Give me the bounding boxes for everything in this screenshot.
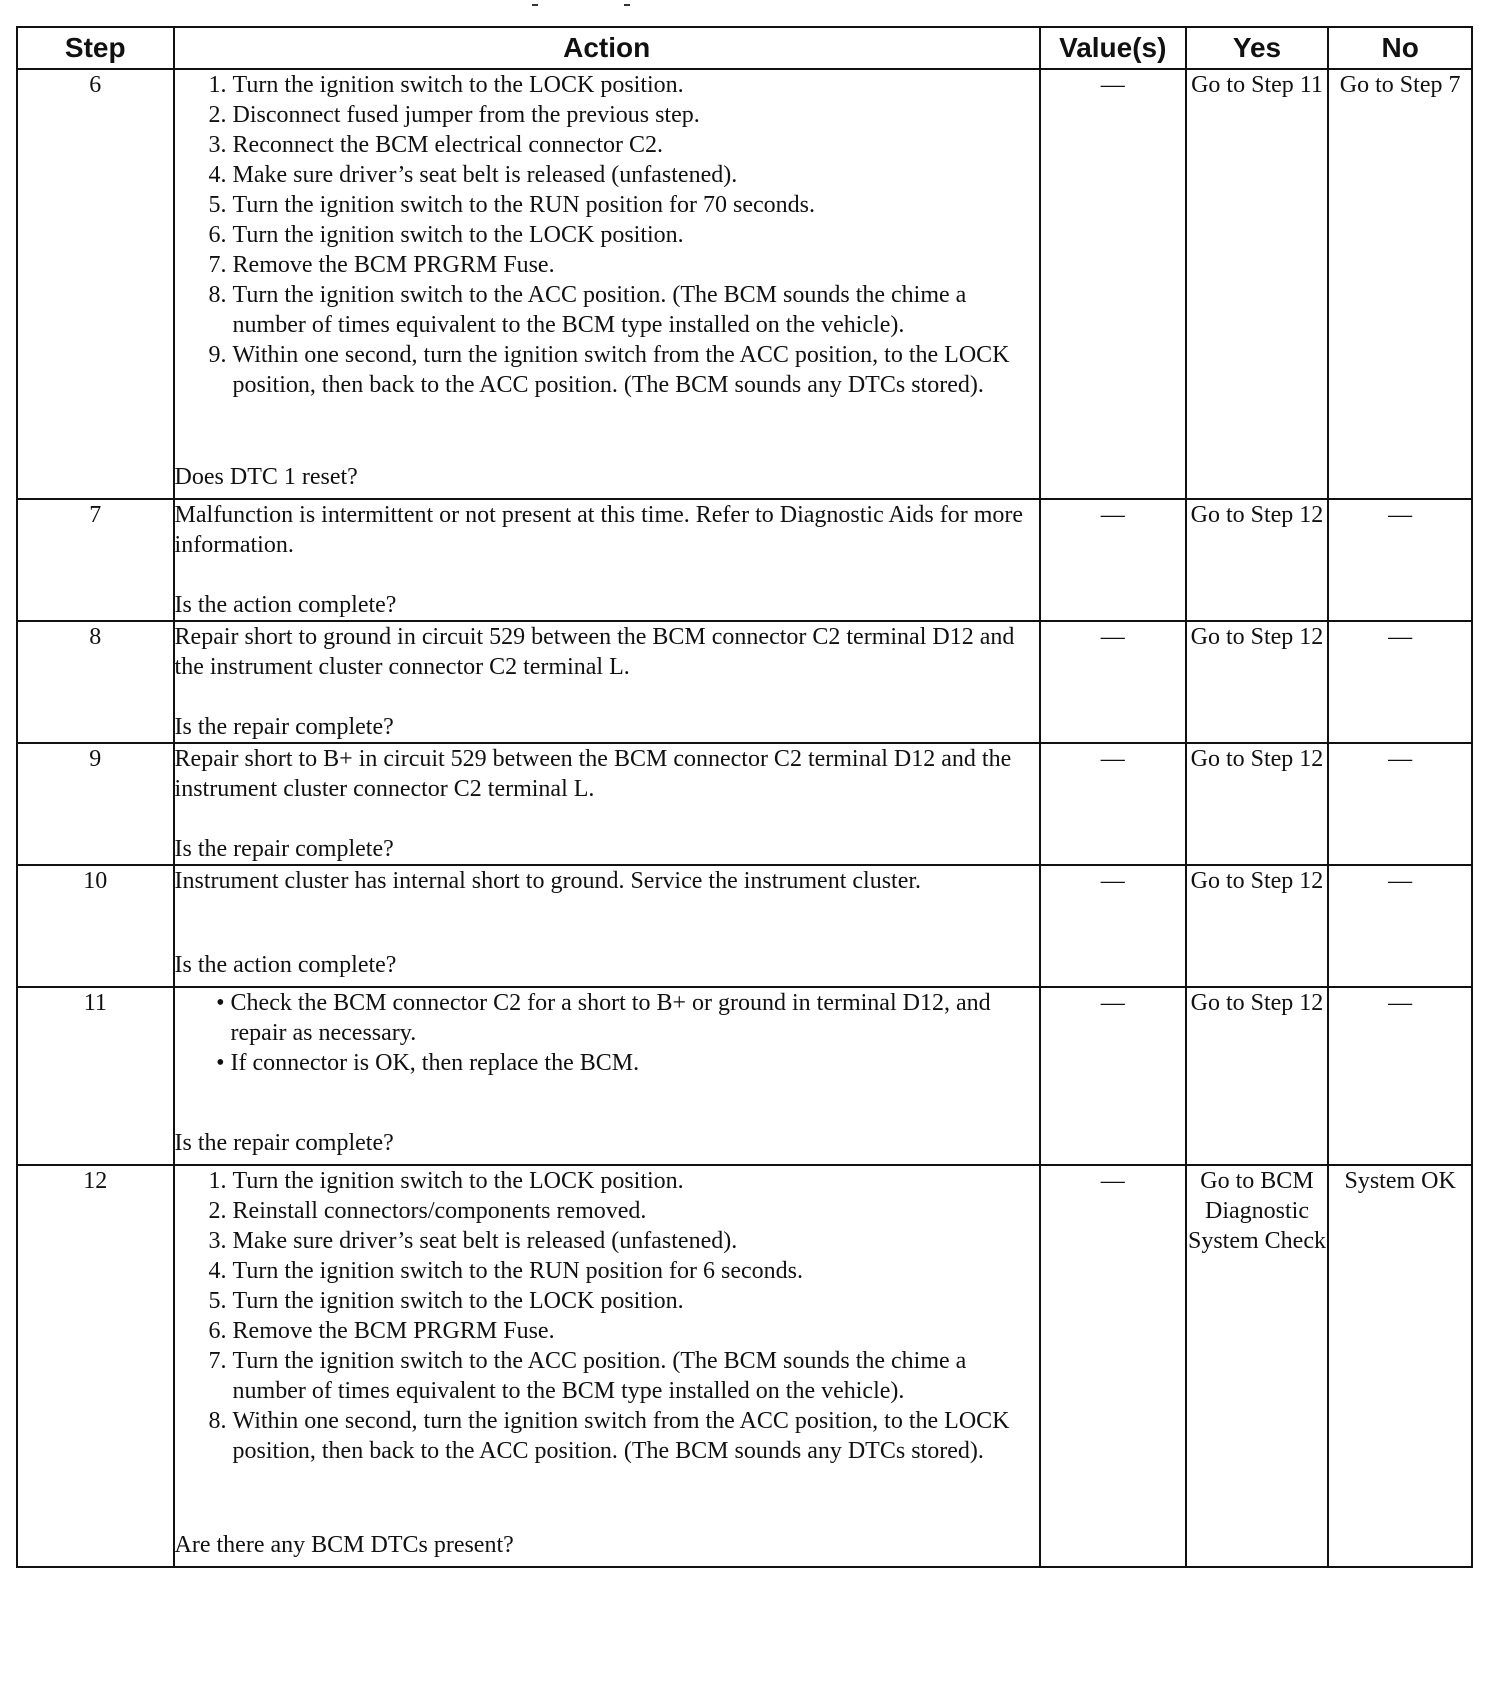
step-number: 12 bbox=[17, 1165, 174, 1567]
no-cell: — bbox=[1328, 987, 1472, 1165]
step-index: 8. bbox=[208, 282, 227, 308]
instruction-text: Reconnect the BCM electrical connector C2. bbox=[232, 132, 664, 158]
no-cell: — bbox=[1328, 499, 1472, 621]
action-cell bbox=[174, 865, 1040, 987]
question-text: Is the repair complete? bbox=[174, 836, 394, 862]
step-number: 11 bbox=[17, 987, 174, 1165]
numbered-step bbox=[175, 1256, 1039, 1286]
action-text: Repair short to ground in circuit 529 between the BCM connector C2 terminal D12 and the instrument cluster connector C2 terminal L. bbox=[174, 624, 1015, 680]
step-number: 7 bbox=[17, 499, 174, 621]
instruction-text: Remove the BCM PRGRM Fuse. bbox=[232, 252, 555, 278]
yes-cell: Go to Step 12 bbox=[1186, 499, 1329, 621]
numbered-step bbox=[175, 100, 1039, 130]
no-cell: System OK bbox=[1328, 1165, 1472, 1567]
instruction-text: Turn the ignition switch to the RUN position for 6 seconds. bbox=[232, 1258, 803, 1284]
step-index: 1. bbox=[208, 72, 227, 98]
instruction-text: Check the BCM connector C2 for a short to B+ or ground in terminal D12, and repair as necessary. bbox=[230, 990, 991, 1046]
instruction-text: Reinstall connectors/components removed. bbox=[232, 1198, 647, 1224]
table-row bbox=[17, 987, 1472, 1165]
action-text: Malfunction is intermittent or not present at this time. Refer to Diagnostic Aids for more information. bbox=[174, 502, 1024, 558]
spacer bbox=[175, 1466, 1039, 1530]
step-index: 7. bbox=[208, 1348, 227, 1374]
question-text: Is the action complete? bbox=[174, 952, 397, 978]
numbered-step bbox=[175, 130, 1039, 160]
value-cell: — bbox=[1040, 1165, 1186, 1567]
value-cell: — bbox=[1040, 743, 1186, 865]
spacer bbox=[175, 560, 1039, 590]
spacer bbox=[175, 804, 1039, 834]
step-index: 7. bbox=[208, 252, 227, 278]
numbered-step bbox=[175, 1316, 1039, 1346]
no-cell: — bbox=[1328, 865, 1472, 987]
step-index: 1. bbox=[208, 1168, 227, 1194]
numbered-step bbox=[175, 160, 1039, 190]
instruction-text: Make sure driver’s seat belt is released (unfastened). bbox=[232, 1228, 738, 1254]
table-row bbox=[17, 1165, 1472, 1567]
value-cell: — bbox=[1040, 987, 1186, 1165]
yes-cell: Go to Step 12 bbox=[1186, 865, 1329, 987]
step-index: 4. bbox=[208, 162, 227, 188]
diagnostic-table bbox=[16, 26, 1473, 1568]
instruction-text: Remove the BCM PRGRM Fuse. bbox=[232, 1318, 555, 1344]
bullet-marker: • bbox=[216, 990, 225, 1016]
question-text: Does DTC 1 reset? bbox=[174, 464, 358, 490]
numbered-step bbox=[175, 190, 1039, 220]
no-cell: Go to Step 7 bbox=[1328, 69, 1472, 499]
yes-cell: Go to Step 12 bbox=[1186, 621, 1329, 743]
action-text: Repair short to B+ in circuit 529 between the BCM connector C2 terminal D12 and the instrument cluster connector C2 terminal L. bbox=[174, 746, 1012, 802]
bullet-marker: • bbox=[216, 1050, 225, 1076]
header-action: Action bbox=[174, 27, 1040, 69]
step-number: 10 bbox=[17, 865, 174, 987]
no-cell: — bbox=[1328, 743, 1472, 865]
action-cell bbox=[174, 499, 1040, 621]
numbered-step bbox=[175, 1346, 1039, 1406]
numbered-step bbox=[175, 340, 1039, 400]
numbered-step bbox=[175, 1286, 1039, 1316]
numbered-step bbox=[175, 1196, 1039, 1226]
instruction-text: Turn the ignition switch to the LOCK position. bbox=[232, 222, 684, 248]
step-index: 3. bbox=[208, 132, 227, 158]
table-row bbox=[17, 69, 1472, 499]
instruction-text: Turn the ignition switch to the ACC position. (The BCM sounds the chime a number of times equivalent to the BCM type installed on the vehicle). bbox=[232, 282, 967, 338]
spacer bbox=[175, 1078, 1039, 1128]
action-cell bbox=[174, 1165, 1040, 1567]
step-number: 9 bbox=[17, 743, 174, 865]
header-no: No bbox=[1328, 27, 1472, 69]
step-number: 6 bbox=[17, 69, 174, 499]
step-index: 2. bbox=[208, 1198, 227, 1224]
spacer bbox=[175, 400, 1039, 462]
yes-cell: Go to Step 12 bbox=[1186, 987, 1329, 1165]
question-text: Is the repair complete? bbox=[174, 714, 394, 740]
step-number: 8 bbox=[17, 621, 174, 743]
step-index: 2. bbox=[208, 102, 227, 128]
table-row bbox=[17, 621, 1472, 743]
value-cell: — bbox=[1040, 865, 1186, 987]
step-index: 5. bbox=[208, 192, 227, 218]
table-row bbox=[17, 499, 1472, 621]
action-cell bbox=[174, 69, 1040, 499]
instruction-text: If connector is OK, then replace the BCM. bbox=[230, 1050, 640, 1076]
instruction-text: Turn the ignition switch to the RUN position for 70 seconds. bbox=[232, 192, 815, 218]
instruction-text: Turn the ignition switch to the LOCK position. bbox=[232, 1288, 684, 1314]
header-values: Value(s) bbox=[1040, 27, 1186, 69]
instruction-text: Make sure driver’s seat belt is released (unfastened). bbox=[232, 162, 738, 188]
value-cell: — bbox=[1040, 499, 1186, 621]
instruction-text: Turn the ignition switch to the ACC position. (The BCM sounds the chime a number of times equivalent to the BCM type installed on the vehicle). bbox=[232, 1348, 967, 1404]
header-step: Step bbox=[17, 27, 174, 69]
numbered-step bbox=[175, 1406, 1039, 1466]
question-text: Is the action complete? bbox=[174, 592, 397, 618]
value-cell: — bbox=[1040, 621, 1186, 743]
spacer bbox=[175, 896, 1039, 950]
numbered-step bbox=[175, 250, 1039, 280]
step-index: 6. bbox=[208, 222, 227, 248]
spacer bbox=[175, 682, 1039, 712]
question-text: Is the repair complete? bbox=[174, 1130, 394, 1156]
no-cell: — bbox=[1328, 621, 1472, 743]
yes-cell: Go to Step 12 bbox=[1186, 743, 1329, 865]
step-index: 9. bbox=[208, 342, 227, 368]
action-text: Instrument cluster has internal short to ground. Service the instrument cluster. bbox=[174, 868, 922, 894]
action-cell bbox=[174, 987, 1040, 1165]
bullet-item bbox=[175, 988, 1039, 1048]
instruction-text: Disconnect fused jumper from the previous step. bbox=[232, 102, 700, 128]
instruction-text: Within one second, turn the ignition switch from the ACC position, to the LOCK position, then back to the ACC position. (The BCM sounds any DTCs stored). bbox=[232, 1408, 1010, 1464]
yes-cell: Go to Step 11 bbox=[1186, 69, 1329, 499]
yes-cell: Go to BCM Diagnostic System Check bbox=[1186, 1165, 1329, 1567]
numbered-step bbox=[175, 1166, 1039, 1196]
header-yes: Yes bbox=[1186, 27, 1329, 69]
instruction-text: Turn the ignition switch to the LOCK position. bbox=[232, 1168, 684, 1194]
numbered-step bbox=[175, 70, 1039, 100]
step-index: 4. bbox=[208, 1258, 227, 1284]
step-index: 5. bbox=[208, 1288, 227, 1314]
action-cell bbox=[174, 743, 1040, 865]
value-cell: — bbox=[1040, 69, 1186, 499]
step-index: 6. bbox=[208, 1318, 227, 1344]
table-row bbox=[17, 743, 1472, 865]
instruction-text: Within one second, turn the ignition switch from the ACC position, to the LOCK position, then back to the ACC position. (The BCM sounds any DTCs stored). bbox=[232, 342, 1010, 398]
action-cell bbox=[174, 621, 1040, 743]
step-index: 3. bbox=[208, 1228, 227, 1254]
instruction-text: Turn the ignition switch to the LOCK position. bbox=[232, 72, 684, 98]
numbered-step bbox=[175, 220, 1039, 250]
step-index: 8. bbox=[208, 1408, 227, 1434]
header-row bbox=[17, 27, 1472, 69]
bullet-item bbox=[175, 1048, 1039, 1078]
table-row bbox=[17, 865, 1472, 987]
top-scan-marks bbox=[520, 0, 640, 8]
numbered-step bbox=[175, 280, 1039, 340]
numbered-step bbox=[175, 1226, 1039, 1256]
question-text: Are there any BCM DTCs present? bbox=[174, 1532, 514, 1558]
